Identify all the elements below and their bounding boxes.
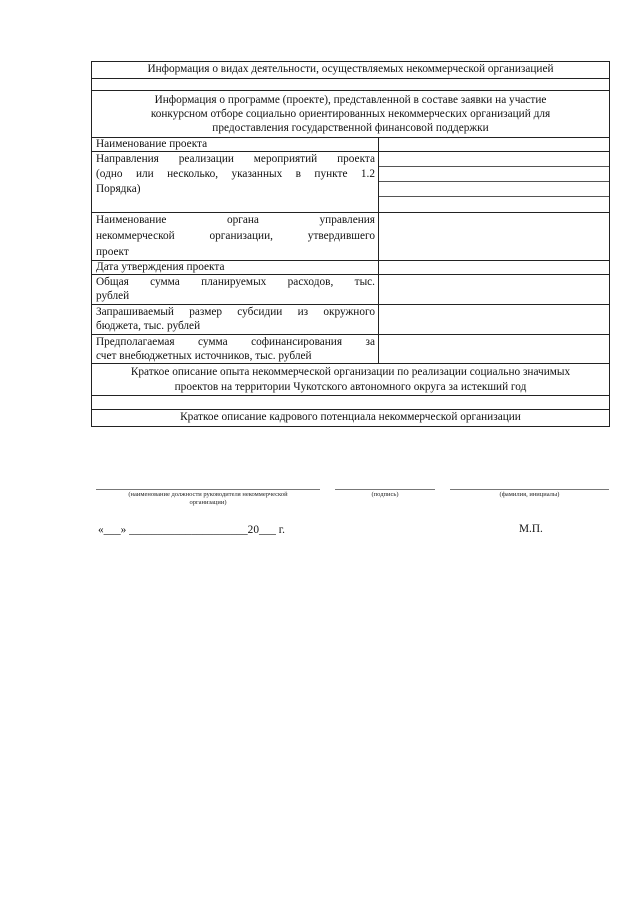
table-line xyxy=(91,90,610,91)
table-line xyxy=(91,61,610,62)
program-header-line-2: конкурсном отборе социально ориентированных некоммерческих организаций для xyxy=(150,108,551,120)
program-header-line-3: предоставления государственной финансовой поддержки xyxy=(212,122,489,134)
date-line: «___» _____________________20___ г. xyxy=(98,524,285,536)
approving-body-label-line-1: Наименование органа управления xyxy=(96,214,375,226)
personnel-header: Краткое описание кадрового потенциала некоммерческой организации xyxy=(180,411,521,423)
table-line xyxy=(91,363,610,364)
table-line xyxy=(91,426,610,427)
signature-line xyxy=(335,489,435,490)
directions-label-line-2: (одно или несколько, указанных в пункте 1.2 xyxy=(96,168,375,180)
total-expenses-label-line-1: Общая сумма планируемых расходов, тыс. xyxy=(96,276,375,288)
position-caption-line-2: организации) xyxy=(189,499,227,506)
subsidy-label-line-2: бюджета, тыс. рублей xyxy=(96,320,201,332)
table-subline xyxy=(379,181,610,182)
approval-date-label: Дата утверждения проекта xyxy=(96,261,225,273)
approving-body-label-line-3: проект xyxy=(96,246,129,258)
table-line xyxy=(91,274,610,275)
directions-label-line-1: Направления реализации мероприятий проекта xyxy=(96,153,375,165)
project-name-label: Наименование проекта xyxy=(96,138,208,150)
table-line xyxy=(91,151,610,152)
approving-body-label-line-2: некоммерческой организации, утвердившего xyxy=(96,230,375,242)
table-border-left xyxy=(91,61,92,427)
name-caption: (фамилия, инициалы) xyxy=(499,491,560,498)
experience-header-line-2: проектов на территории Чукотского автономного округа за истекший год xyxy=(174,381,527,393)
position-caption-line-1: (наименование должности руководителя некоммерческой xyxy=(128,491,288,498)
experience-header-line-1: Краткое описание опыта некоммерческой организации по реализации социально значимых xyxy=(130,366,571,378)
table-line xyxy=(91,395,610,396)
program-header-line-1: Информация о программе (проекте), представленной в составе заявки на участие xyxy=(154,94,547,106)
position-signature-line xyxy=(96,489,320,490)
table-line xyxy=(91,409,610,410)
directions-label-line-3: Порядка) xyxy=(96,183,141,195)
signature-caption: (подпись) xyxy=(371,491,399,498)
table-line xyxy=(91,212,610,213)
activities-header: Информация о видах деятельности, осуществляемых некоммерческой организацией xyxy=(147,63,554,75)
cofinancing-label-line-1: Предполагаемая сумма софинансирования за xyxy=(96,336,375,348)
subsidy-label-line-1: Запрашиваемый размер субсидии из окружного xyxy=(96,306,375,318)
stamp-placeholder: М.П. xyxy=(519,523,543,535)
name-signature-line xyxy=(450,489,609,490)
table-subline xyxy=(379,196,610,197)
table-column-divider xyxy=(378,137,379,364)
table-border-right xyxy=(609,61,610,427)
table-subline xyxy=(379,166,610,167)
table-line xyxy=(91,334,610,335)
table-line xyxy=(91,78,610,79)
table-line xyxy=(91,304,610,305)
position-caption xyxy=(92,491,324,507)
total-expenses-label-line-2: рублей xyxy=(96,290,130,302)
cofinancing-label-line-2: счет внебюджетных источников, тыс. рублей xyxy=(96,350,312,362)
application-form-table xyxy=(0,0,640,430)
